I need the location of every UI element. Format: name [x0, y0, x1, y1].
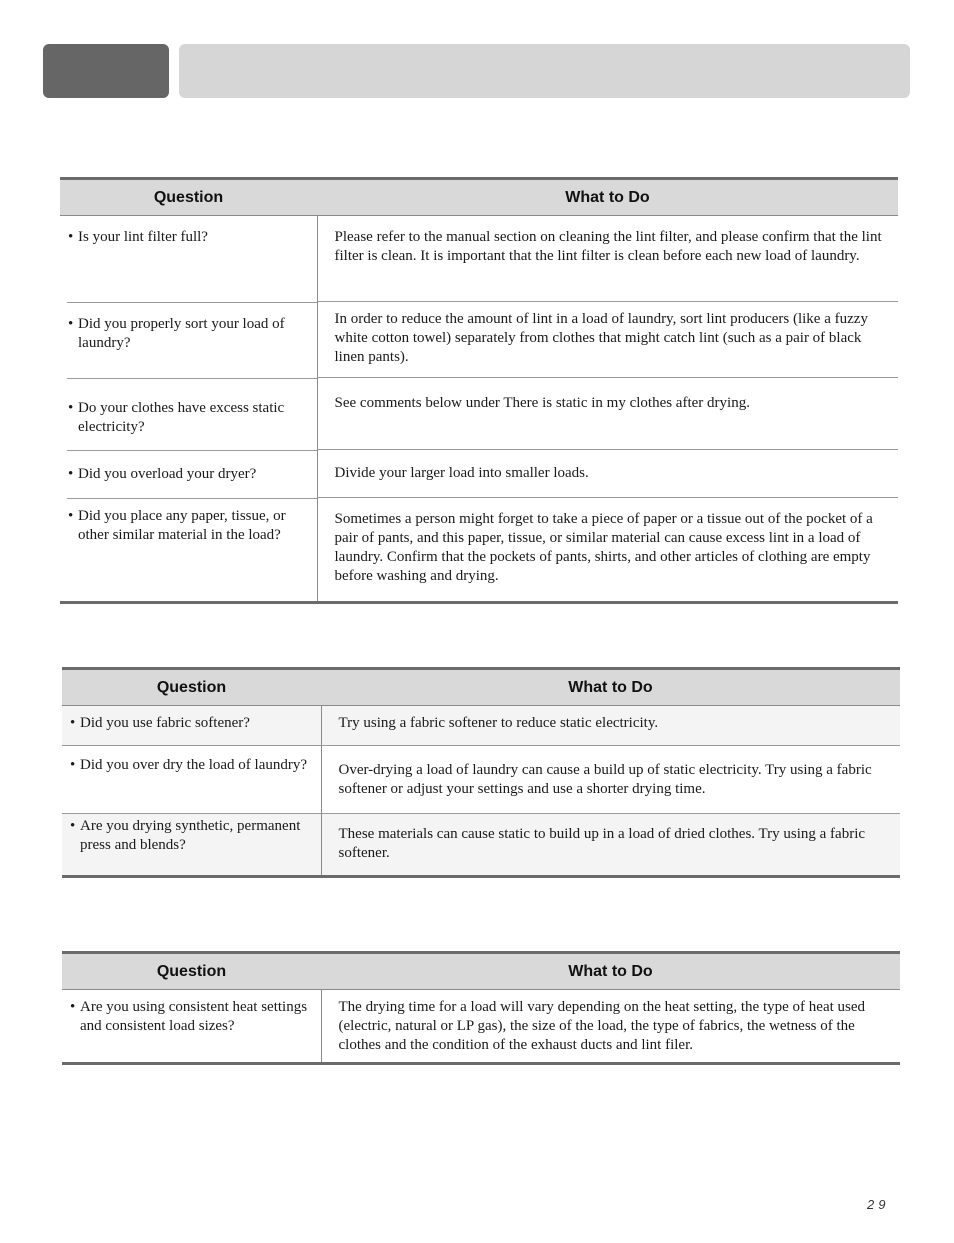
page-number: 29 — [867, 1197, 890, 1212]
table-row: • Did you overload your dryer? Divide your larger load into smaller loads. — [60, 450, 898, 498]
answer-text: Try using a fabric softener to reduce static electricity. — [338, 715, 659, 731]
header-tab — [43, 44, 169, 98]
table-row: • Did you use fabric softener? Try using a fabric softener to reduce static electricity. — [62, 706, 900, 746]
question-text: Did you use fabric softener? — [80, 715, 250, 731]
drying-time-table — [62, 951, 900, 1065]
question-text: Did you properly sort your load of laundry? — [78, 315, 285, 351]
table-row: • Are you drying synthetic, permanent press and blends? These materials can cause static to build up in a load of dried clothes. Try using a fabric softener. — [62, 814, 900, 877]
question-header: Question — [62, 953, 321, 990]
question-header: Question — [62, 669, 321, 706]
answer-text: See comments below under There is static in my clothes after drying. — [334, 395, 750, 411]
table-row: • Did you properly sort your load of laundry? In order to reduce the amount of lint in a load of laundry, sort lint producers (like a fuzzy white cotton towel) separately from clothes that might catch lint (such as a pair of black linen pants). — [60, 302, 898, 378]
lint-table — [60, 177, 898, 604]
question-text: Are you using consistent heat settings and consistent load sizes? — [80, 999, 308, 1034]
what-to-do-header: What to Do — [321, 669, 900, 706]
answer-text: In order to reduce the amount of lint in a load of laundry, sort lint producers (like a fuzzy white cotton towel) separately from clothes that might catch lint (such as a pair of black linen pants). — [334, 311, 868, 365]
table-row: • Is your lint filter full? Please refer to the manual section on cleaning the lint filter, and please confirm that the lint filter is clean. It is important that the lint filter is clean before each new load of laundry. — [60, 216, 898, 302]
static-table — [62, 667, 900, 878]
table-row: • Are you using consistent heat settings and consistent load sizes? The drying time for a load will vary depending on the heat setting, the type of heat used (electric, natural or LP gas), the size of the load, the type of fabrics, the wetness of the clothes and the condition of the exhaust ducts and lint filer. — [62, 990, 900, 1064]
answer-text: Please refer to the manual section on cleaning the lint filter, and please confirm that the lint filter is clean. It is important that the lint filter is clean before each new load of laundry. — [334, 229, 882, 264]
question-text: Did you overload your dryer? — [78, 465, 257, 482]
question-header: Question — [60, 179, 317, 216]
question-text: Is your lint filter full? — [78, 229, 208, 245]
table-row: • Did you place any paper, tissue, or other similar material in the load? Sometimes a person might forget to take a piece of paper or a tissue out of the pocket of a pair of pants, and this paper, tissue, or similar material can cause excess lint in a load of laundry. Confirm that the pockets of pants, shirts, and other articles of clothing are empty before washing and drying. — [60, 498, 898, 603]
question-text: Did you place any paper, tissue, or other similar material in the load? — [78, 507, 286, 543]
answer-text: Divide your larger load into smaller loads. — [334, 465, 589, 481]
answer-text: The drying time for a load will vary depending on the heat setting, the type of heat used (electric, natural or LP gas), the size of the load, the type of fabrics, the wetness of the clothes and the condition of the exhaust ducts and lint filer. — [338, 999, 866, 1053]
header-bar — [179, 44, 910, 98]
what-to-do-header: What to Do — [321, 953, 900, 990]
answer-text: Sometimes a person might forget to take a piece of paper or a tissue out of the pocket of a pair of pants, and this paper, tissue, or similar material can cause excess lint in a load of laundry. Confirm that the pockets of pants, shirts, and other articles of clothing are empty before washing and drying. — [334, 511, 873, 584]
question-text: Are you drying synthetic, permanent press and blends? — [80, 818, 301, 853]
answer-text: These materials can cause static to build up in a load of dried clothes. Try using a fabric softener. — [338, 826, 866, 861]
question-text: Do your clothes have excess static electricity? — [78, 399, 285, 435]
question-text: Did you over dry the load of laundry? — [80, 757, 308, 773]
answer-text: Over-drying a load of laundry can cause a build up of static electricity. Try using a fabric softener or adjust your settings and use a shorter drying time. — [338, 762, 872, 797]
table-row: • Do your clothes have excess static electricity? See comments below under There is static in my clothes after drying. — [60, 378, 898, 450]
table-row: • Did you over dry the load of laundry? Over-drying a load of laundry can cause a build up of static electricity. Try using a fabric softener or adjust your settings and use a shorter drying time. — [62, 746, 900, 814]
what-to-do-header: What to Do — [317, 179, 898, 216]
